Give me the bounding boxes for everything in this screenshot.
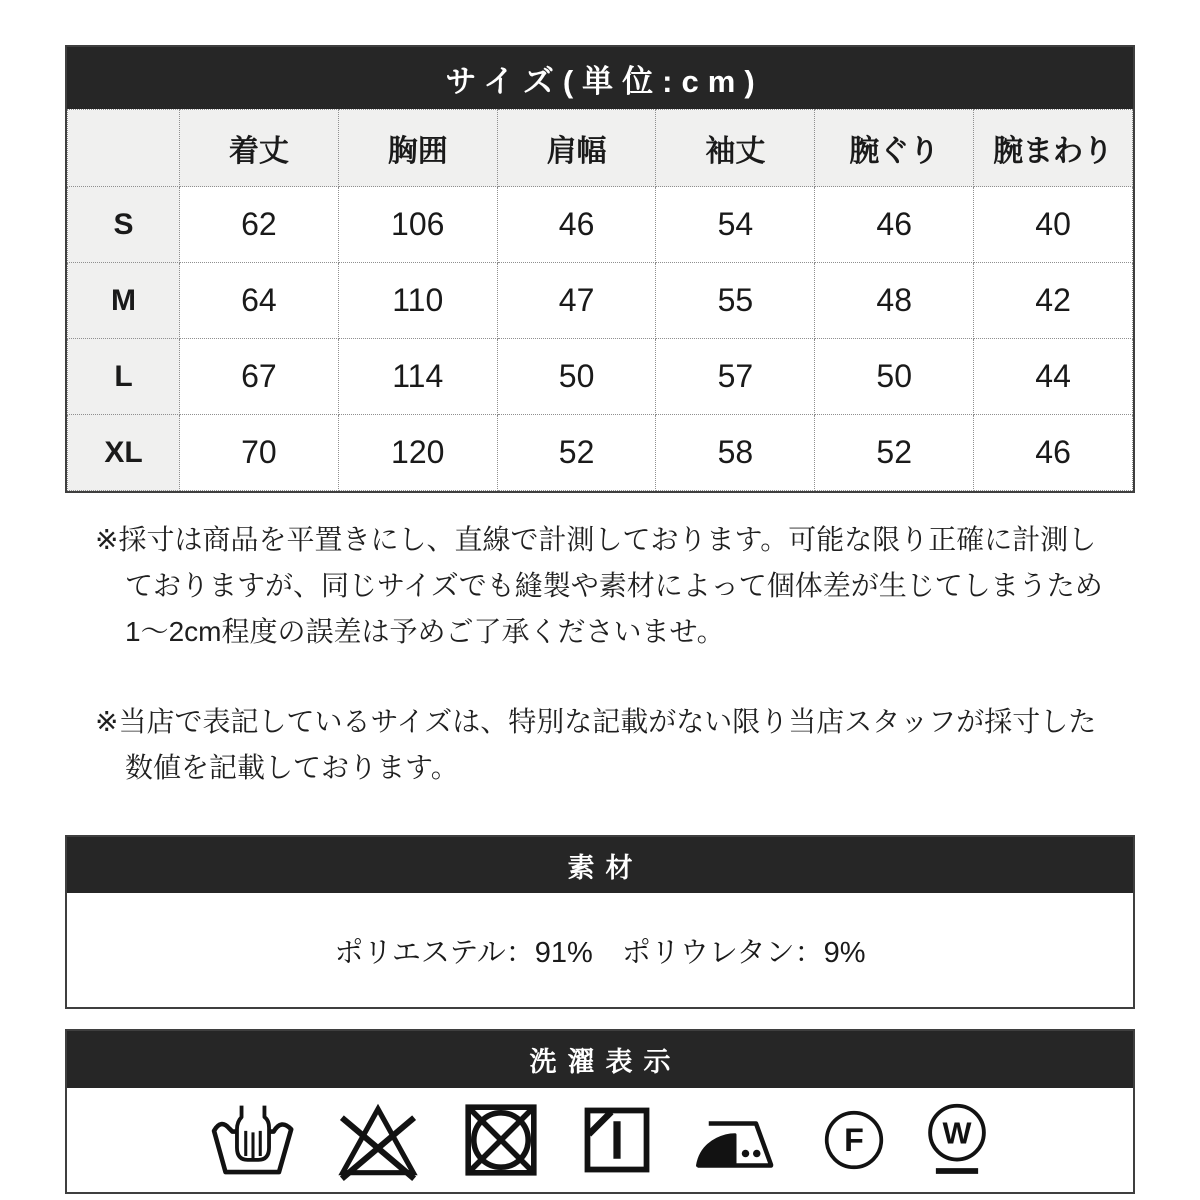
cell-value: 48 — [815, 263, 974, 339]
do-not-tumble-dry-icon — [461, 1100, 541, 1180]
material-composition: ポリエステル：91% ポリウレタン：9% — [334, 936, 866, 969]
content-column — [65, 45, 1135, 1194]
hand-wash-icon — [211, 1101, 295, 1179]
cell-value: 47 — [497, 263, 656, 339]
table-row-s — [68, 187, 1133, 263]
cell-value: 52 — [497, 415, 656, 491]
line-dry-in-shade-icon — [581, 1104, 653, 1176]
cell-value: 67 — [180, 339, 339, 415]
note-measurement-accuracy — [95, 517, 1135, 655]
column-header: 肩幅 — [497, 110, 656, 187]
size-label: M — [68, 263, 180, 339]
note-line: ※当店で表記しているサイズは、特別な記載がない限り当店スタッフが採寸した — [95, 706, 1097, 737]
care-symbols-row — [67, 1088, 1133, 1192]
material-section — [65, 835, 1135, 1009]
washing-section — [65, 1029, 1135, 1194]
column-header: 袖丈 — [656, 110, 815, 187]
note-line: ※採寸は商品を平置きにし、直線で計測しております。可能な限り正確に計測し — [95, 524, 1097, 555]
cell-value: 42 — [974, 263, 1133, 339]
cell-value: 44 — [974, 339, 1133, 415]
cell-value: 55 — [656, 263, 815, 339]
table-row-l — [68, 339, 1133, 415]
table-row-xl — [68, 415, 1133, 491]
dry-clean-f-icon — [823, 1109, 885, 1171]
size-label: XL — [68, 415, 180, 491]
size-chart-section — [65, 45, 1135, 493]
corner-cell — [68, 110, 180, 187]
cell-value: 52 — [815, 415, 974, 491]
cell-value: 64 — [180, 263, 339, 339]
cell-value: 110 — [338, 263, 497, 339]
cell-value: 57 — [656, 339, 815, 415]
iron-medium-icon — [693, 1105, 783, 1175]
note-line: 数値を記載しております。 — [125, 752, 459, 783]
cell-value: 54 — [656, 187, 815, 263]
cell-value: 46 — [815, 187, 974, 263]
size-table — [67, 109, 1133, 491]
note-line: 1〜2cm程度の誤差は予めご了承くださいませ。 — [125, 616, 725, 647]
material-title: 素材 — [67, 837, 1133, 893]
washing-title: 洗濯表示 — [67, 1031, 1133, 1088]
measurement-notes — [95, 517, 1135, 791]
cell-value: 114 — [338, 339, 497, 415]
note-line: ておりますが、同じサイズでも縫製や素材によって個体差が生じてしまうため — [125, 570, 1103, 601]
size-label: L — [68, 339, 180, 415]
size-table-header-row — [68, 110, 1133, 187]
note-staff-measured — [95, 699, 1135, 791]
wet-clean-w-icon — [925, 1103, 989, 1177]
svg-text:F: F — [844, 1122, 864, 1159]
cell-value: 62 — [180, 187, 339, 263]
column-header: 胸囲 — [338, 110, 497, 187]
column-header: 腕まわり — [974, 110, 1133, 187]
cell-value: 46 — [497, 187, 656, 263]
cell-value: 40 — [974, 187, 1133, 263]
cell-value: 120 — [338, 415, 497, 491]
column-header: 腕ぐり — [815, 110, 974, 187]
cell-value: 70 — [180, 415, 339, 491]
cell-value: 46 — [974, 415, 1133, 491]
cell-value: 50 — [497, 339, 656, 415]
cell-value: 106 — [338, 187, 497, 263]
svg-text:W: W — [942, 1115, 972, 1151]
column-header: 着丈 — [180, 110, 339, 187]
cell-value: 58 — [656, 415, 815, 491]
do-not-bleach-icon — [335, 1097, 421, 1183]
table-row-m — [68, 263, 1133, 339]
size-label: S — [68, 187, 180, 263]
cell-value: 50 — [815, 339, 974, 415]
size-chart-title: サイズ(単位:cm) — [67, 47, 1133, 109]
